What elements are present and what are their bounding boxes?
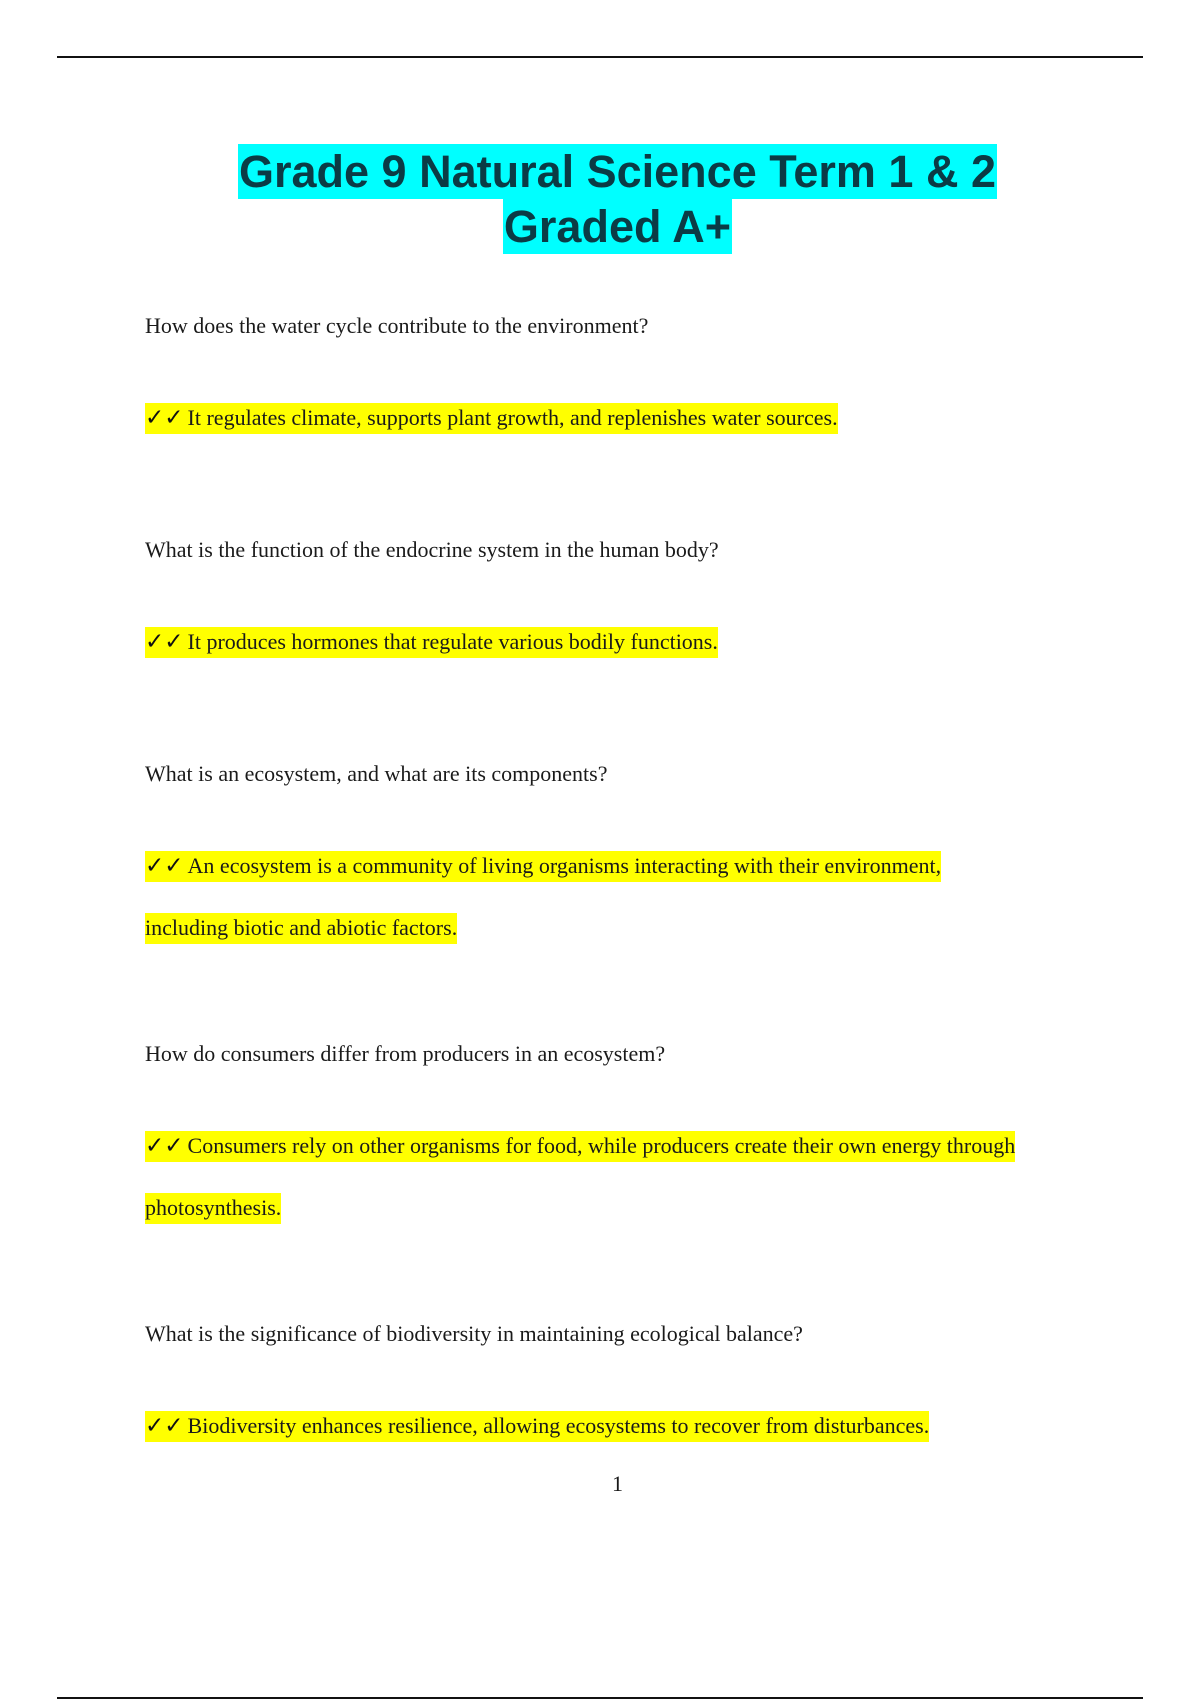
answer-text: Consumers rely on other organisms for food, while producers create their own energy through photosynthesis. [145, 1133, 1016, 1220]
answer-highlight [145, 403, 838, 434]
answer-block [145, 835, 1025, 958]
qa-item-5 [145, 1321, 1025, 1457]
footer-rule [57, 1697, 1143, 1699]
qa-item-2 [145, 537, 1025, 673]
answer-text: It produces hormones that regulate various bodily functions. [187, 629, 718, 654]
answer-block [145, 1395, 1025, 1457]
double-check-icon: ✓✓ [145, 853, 184, 879]
double-check-icon: ✓✓ [145, 1413, 184, 1439]
answer-highlight [145, 851, 941, 944]
answer-text: An ecosystem is a community of living organisms interacting with their environment, including biotic and abiotic factors. [145, 853, 942, 940]
answer-highlight [145, 1131, 1015, 1224]
qa-item-1 [145, 313, 1025, 449]
question-text: What is the function of the endocrine system in the human body? [145, 537, 719, 562]
double-check-icon: ✓✓ [145, 629, 184, 655]
qa-item-3 [145, 761, 1025, 958]
title-line-1: Grade 9 Natural Science Term 1 & 2 [238, 146, 996, 197]
answer-highlight [145, 1411, 929, 1442]
page-number: 1 [612, 1471, 623, 1496]
question-text: What is the significance of biodiversity in maintaining ecological balance? [145, 1321, 803, 1346]
title-line-2: Graded A+ [503, 201, 732, 252]
answer-block [145, 611, 1025, 673]
answer-highlight [145, 627, 718, 658]
double-check-icon: ✓✓ [145, 1133, 184, 1159]
qa-item-4 [145, 1041, 1025, 1238]
answer-block [145, 387, 1025, 449]
question-text: How does the water cycle contribute to the environment? [145, 313, 649, 338]
double-check-icon: ✓✓ [145, 405, 184, 431]
answer-text: Biodiversity enhances resilience, allowing ecosystems to recover from disturbances. [187, 1413, 930, 1438]
question-text: What is an ecosystem, and what are its components? [145, 761, 608, 786]
header-rule [57, 56, 1143, 58]
document-title [0, 144, 1200, 254]
question-text: How do consumers differ from producers in an ecosystem? [145, 1041, 666, 1066]
answer-text: It regulates climate, supports plant growth, and replenishes water sources. [187, 405, 838, 430]
answer-block [145, 1115, 1025, 1238]
